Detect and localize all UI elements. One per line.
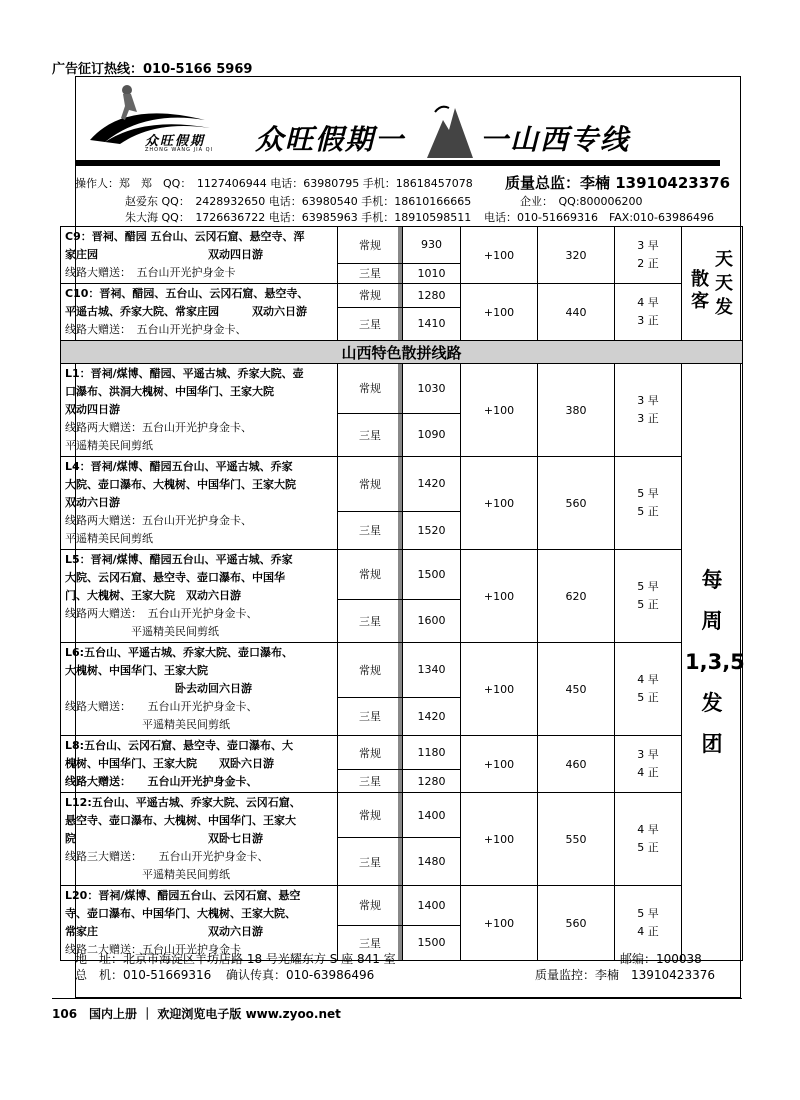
bed-surcharge: +100: [461, 457, 538, 550]
text-line: 5 正: [637, 691, 659, 704]
contact-row-2: 赵爱东 QQ： 2428932650 电话：63980540 手机：18610166665: [125, 195, 472, 208]
text-line: 5 正: [637, 505, 659, 518]
text-line: 线路大赠送： 五台山开光护身金卡、: [65, 700, 258, 713]
char: 天: [715, 248, 733, 270]
text-line: 4 早: [637, 673, 659, 686]
table-row: [61, 457, 743, 512]
weekly-label: 每: [701, 567, 723, 592]
text-line: 5 早: [637, 580, 659, 593]
child-price: 460: [538, 736, 615, 793]
child-price: 620: [538, 550, 615, 643]
logo-en: ZHONG WANG JIA QI: [145, 147, 213, 153]
child-price: 440: [538, 284, 615, 341]
text-line: 家庄园 双动四日游: [65, 248, 263, 261]
standard-price: 930: [403, 227, 461, 264]
text-line: L20：晋祠/煤博、醋园五台山、云冈石窟、悬空: [65, 889, 301, 902]
quality-director: 质量总监：李楠 13910423376: [505, 174, 731, 192]
text-line: 3 正: [637, 314, 659, 327]
standard-price: 1400: [403, 793, 461, 838]
route-description: [61, 284, 338, 341]
route-description: [61, 550, 338, 643]
char: 散: [691, 268, 709, 290]
text-line: L12:五台山、平遥古城、乔家大院、云冈石窟、: [65, 796, 301, 809]
standard-price: 1180: [403, 736, 461, 770]
weekly-label: 1,3,5: [685, 649, 745, 674]
standard-label: 常规: [338, 736, 403, 770]
text-line: 2 正: [637, 257, 659, 270]
phone-fax: 电话：010-51669316 FAX:010-63986496: [484, 211, 714, 224]
three-star-price: 1500: [403, 925, 461, 960]
standard-label: 常规: [338, 550, 403, 600]
three-star-label: 三星: [338, 770, 403, 793]
meals: [615, 227, 682, 284]
table-row: [61, 793, 743, 838]
text-line: 口瀑布、洪洞大槐树、中国华门、王家大院: [65, 385, 274, 398]
standard-label: 常规: [338, 284, 403, 308]
text-line: 线路大赠送： 五台山开光护身金卡: [65, 266, 236, 279]
standard-price: 1030: [403, 364, 461, 414]
char: 天: [715, 272, 733, 294]
three-star-price: 1600: [403, 599, 461, 642]
child-price: 550: [538, 793, 615, 886]
standard-label: 常规: [338, 364, 403, 414]
text-line: 悬空寺、壶口瀑布、大槐树、中国华门、王家大: [65, 814, 296, 827]
standard-label: 常规: [338, 793, 403, 838]
text-line: 5 正: [637, 841, 659, 854]
three-star-label: 三星: [338, 697, 403, 735]
child-price: 560: [538, 457, 615, 550]
route-table: [60, 226, 743, 961]
footer-rule: [52, 998, 742, 999]
three-star-label: 三星: [338, 599, 403, 642]
three-star-label: 三星: [338, 511, 403, 549]
text-line: 3 早: [637, 748, 659, 761]
text-line: L5：晋祠/煤博、醋园五台山、平遥古城、乔家: [65, 553, 293, 566]
text-line: L1：晋祠/煤博、醋园、平遥古城、乔家大院、壶: [65, 367, 304, 380]
text-line: 平遥古城、乔家大院、常家庄园 双动六日游: [65, 305, 307, 318]
char: 发: [715, 296, 733, 318]
child-price: 320: [538, 227, 615, 284]
meals: [615, 457, 682, 550]
table-row: [61, 550, 743, 600]
text-line: 4 正: [637, 766, 659, 779]
text-line: 线路两大赠送： 五台山开光护身金卡、: [65, 607, 258, 620]
standard-price: 1400: [403, 886, 461, 926]
text-line: 3 早: [637, 239, 659, 252]
weekly-label: 周: [701, 608, 723, 633]
text-line: 寺、壶口瀑布、中国华门、大槐树、王家大院、: [65, 907, 296, 920]
three-star-price: 1010: [403, 263, 461, 283]
table-row: [61, 364, 743, 414]
table-row: [61, 284, 743, 308]
weekly-label: 发: [701, 690, 723, 715]
route-description: [61, 643, 338, 736]
text-line: 平遥精美民间剪纸: [65, 718, 230, 731]
text-line: 4 正: [637, 925, 659, 938]
header-divider: [75, 160, 720, 166]
table-row: [61, 227, 743, 264]
meals: [615, 736, 682, 793]
text-line: 槐树、中国华门、王家大院 双卧六日游: [65, 757, 274, 770]
text-line: 门、大槐树、王家大院 双动六日游: [65, 589, 241, 602]
three-star-price: 1090: [403, 413, 461, 456]
company-qq: 企业： QQ:800006200: [520, 195, 643, 208]
text-line: C9：晋祠、醋园 五台山、云冈石窟、悬空寺、浑: [65, 230, 305, 243]
three-star-price: 1280: [403, 770, 461, 793]
meals: [615, 643, 682, 736]
confirm-fax: 确认传真：010-63986496: [226, 968, 375, 982]
text-line: 4 早: [637, 823, 659, 836]
text-line: 5 早: [637, 487, 659, 500]
ad-hotline: 广告征订热线：010-5166 5969: [52, 62, 253, 77]
text-line: L8:五台山、云冈石窟、悬空寺、壶口瀑布、大: [65, 739, 294, 752]
text-line: 双动四日游: [65, 403, 120, 416]
standard-price: 1420: [403, 457, 461, 512]
text-line: 线路三大赠送： 五台山开光护身金卡、: [65, 850, 269, 863]
bed-surcharge: +100: [461, 227, 538, 284]
bed-surcharge: +100: [461, 736, 538, 793]
text-line: 5 正: [637, 598, 659, 611]
section-title: 山西特色散拼线路: [61, 341, 743, 364]
quality-monitor: 质量监控：李楠 13910423376: [535, 968, 715, 982]
bed-surcharge: +100: [461, 793, 538, 886]
bed-surcharge: +100: [461, 643, 538, 736]
text-line: 3 早: [637, 394, 659, 407]
three-star-label: 三星: [338, 307, 403, 340]
meals: [615, 550, 682, 643]
logo-cn: 众旺假期: [145, 134, 206, 149]
bed-surcharge: +100: [461, 364, 538, 457]
daily-label-left: [691, 269, 709, 313]
text-line: 院 双卧七日游: [65, 832, 263, 845]
text-line: 平遥精美民间剪纸: [65, 439, 153, 452]
postcode: 邮编：100038: [620, 952, 702, 966]
text-line: 卧去动回六日游: [65, 682, 252, 695]
three-star-label: 三星: [338, 925, 403, 960]
text-line: 大院、云冈石窟、悬空寺、壶口瀑布、中国华: [65, 571, 285, 584]
text-line: 平遥精美民间剪纸: [65, 532, 153, 545]
standard-label: 常规: [338, 457, 403, 512]
route-description: [61, 736, 338, 793]
text-line: 3 正: [637, 412, 659, 425]
three-star-price: 1410: [403, 307, 461, 340]
standard-label: 常规: [338, 227, 403, 264]
text-line: 大槐树、中国华门、王家大院: [65, 664, 208, 677]
switchboard: 总 机：010-51669316: [75, 968, 212, 982]
mountain-icon: [425, 100, 475, 160]
bed-surcharge: +100: [461, 886, 538, 961]
text-line: 平遥精美民间剪纸: [65, 868, 230, 881]
text-line: 线路大赠送： 五台山开光护身金卡、: [65, 775, 258, 788]
child-price: 450: [538, 643, 615, 736]
table-row: [61, 736, 743, 770]
bed-surcharge: +100: [461, 550, 538, 643]
three-star-price: 1420: [403, 697, 461, 735]
three-star-label: 三星: [338, 263, 403, 283]
route-description: [61, 364, 338, 457]
page-footer: 106 国内上册 ｜ 欢迎浏览电子版 www.zyoo.net: [52, 1007, 341, 1021]
text-line: C10：晋祠、醋园、五台山、云冈石窟、悬空寺、: [65, 287, 309, 300]
contact-row-1: 操作人：郑 郑 QQ： 1127406944 电话：63980795 手机：18618457078: [75, 177, 473, 190]
three-star-price: 1520: [403, 511, 461, 549]
standard-label: 常规: [338, 643, 403, 698]
headline-left: 众旺假期一: [255, 123, 406, 156]
headline-right: 一山西专线: [480, 123, 631, 156]
address: 地 址：北京市海淀区羊坊店路 18 号光耀东方 S 座 841 室: [75, 952, 396, 966]
headline: [255, 118, 405, 158]
contact-row-3: 朱大海 QQ： 1726636722 电话：63985963 手机：18910598511: [125, 211, 472, 224]
meals: [615, 364, 682, 457]
text-line: L4：晋祠/煤博、醋园五台山、平遥古城、乔家: [65, 460, 293, 473]
table-row: [61, 886, 743, 926]
weekly-label: 团: [701, 731, 723, 756]
meals: [615, 284, 682, 341]
text-line: 线路二大赠送：五台山开光护身金卡: [65, 943, 241, 956]
standard-price: 1500: [403, 550, 461, 600]
three-star-label: 三星: [338, 838, 403, 886]
route-description: [61, 227, 338, 284]
standard-label: 常规: [338, 886, 403, 926]
daily-departure: [682, 227, 743, 341]
text-line: 线路两大赠送：五台山开光护身金卡、: [65, 421, 252, 434]
text-line: 大院、壶口瀑布、大槐树、中国华门、王家大院: [65, 478, 296, 491]
weekly-departure: [682, 364, 743, 961]
child-price: 380: [538, 364, 615, 457]
text-line: 常家庄 双动六日游: [65, 925, 263, 938]
text-line: 4 早: [637, 296, 659, 309]
char: 客: [691, 290, 709, 312]
text-line: 线路两大赠送：五台山开光护身金卡、: [65, 514, 252, 527]
text-line: 平遥精美民间剪纸: [65, 625, 219, 638]
three-star-price: 1480: [403, 838, 461, 886]
standard-price: 1340: [403, 643, 461, 698]
text-line: L6:五台山、平遥古城、乔家大院、壶口瀑布、: [65, 646, 294, 659]
bed-surcharge: +100: [461, 284, 538, 341]
route-description: [61, 793, 338, 886]
route-description: [61, 457, 338, 550]
daily-label-right: [715, 248, 733, 320]
text-line: 双动六日游: [65, 496, 120, 509]
headline-right-wrap: [480, 118, 630, 158]
text-line: 5 早: [637, 907, 659, 920]
standard-price: 1280: [403, 284, 461, 308]
meals: [615, 793, 682, 886]
text-line: 线路大赠送： 五台山开光护身金卡、: [65, 323, 247, 336]
three-star-label: 三星: [338, 413, 403, 456]
child-price: 560: [538, 886, 615, 961]
table-row: [61, 643, 743, 698]
